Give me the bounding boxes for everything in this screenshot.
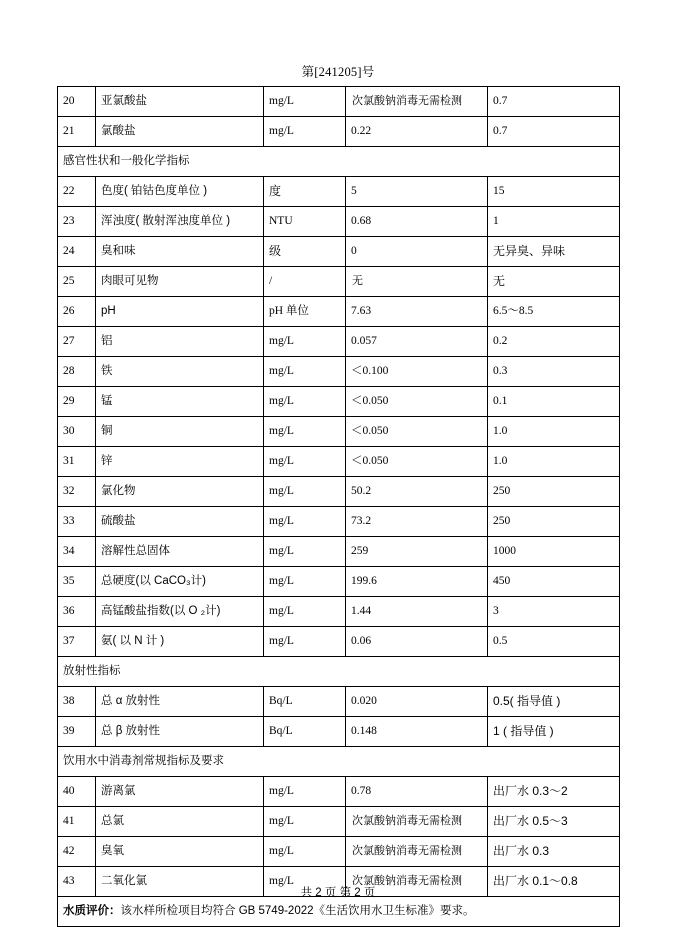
table-body [58, 87, 620, 927]
row-result: ＜0.050 [346, 447, 488, 477]
row-number: 23 [58, 207, 96, 237]
row-unit: mg/L [264, 87, 346, 117]
row-number: 28 [58, 357, 96, 387]
row-limit: 出厂水 0.3～2 [488, 777, 620, 807]
row-item-name: 硫酸盐 [96, 507, 264, 537]
row-number: 25 [58, 267, 96, 297]
table-row [58, 267, 620, 297]
row-item-name: 锰 [96, 387, 264, 417]
table-row [58, 327, 620, 357]
row-limit: 无异臭、异味 [488, 237, 620, 267]
row-unit: Bq/L [264, 717, 346, 747]
table-section-row [58, 747, 620, 777]
row-limit: 出厂水 0.5～3 [488, 807, 620, 837]
row-item-name: 浑浊度( 散射浑浊度单位 ) [96, 207, 264, 237]
section-title: 放射性指标 [58, 657, 620, 687]
row-number: 24 [58, 237, 96, 267]
row-limit: 1.0 [488, 447, 620, 477]
row-item-name: 铜 [96, 417, 264, 447]
row-unit: mg/L [264, 537, 346, 567]
row-result: 无 [346, 267, 488, 297]
water-quality-table-wrapper [57, 86, 619, 927]
summary-text: 该水样所检项目均符合 GB 5749-2022《生活饮用水卫生标准》要求。 [120, 904, 475, 917]
table-summary-row [58, 897, 620, 927]
row-limit: 1000 [488, 537, 620, 567]
row-unit: mg/L [264, 777, 346, 807]
row-unit: / [264, 267, 346, 297]
row-number: 32 [58, 477, 96, 507]
table-row [58, 417, 620, 447]
row-limit: 3 [488, 597, 620, 627]
row-limit: 1 [488, 207, 620, 237]
row-result: ＜0.050 [346, 387, 488, 417]
row-result: 0.22 [346, 117, 488, 147]
table-row [58, 447, 620, 477]
row-item-name: 高锰酸盐指数(以 O ₂计) [96, 597, 264, 627]
row-limit: 无 [488, 267, 620, 297]
row-number: 30 [58, 417, 96, 447]
row-result: 0.78 [346, 777, 488, 807]
row-number: 20 [58, 87, 96, 117]
row-limit: 450 [488, 567, 620, 597]
row-unit: mg/L [264, 867, 346, 897]
row-result: 0.057 [346, 327, 488, 357]
row-limit: 6.5～8.5 [488, 297, 620, 327]
row-item-name: 臭氧 [96, 837, 264, 867]
row-unit: mg/L [264, 597, 346, 627]
section-title: 感官性状和一般化学指标 [58, 147, 620, 177]
row-unit: 度 [264, 177, 346, 207]
row-number: 42 [58, 837, 96, 867]
table-row [58, 357, 620, 387]
row-item-name: 亚氯酸盐 [96, 87, 264, 117]
summary-cell [58, 897, 620, 927]
row-item-name: 二氧化氯 [96, 867, 264, 897]
row-result: 0.148 [346, 717, 488, 747]
document-number: 第[241205]号 [301, 65, 375, 79]
table-row [58, 87, 620, 117]
row-limit: 0.1 [488, 387, 620, 417]
row-item-name: 总 β 放射性 [96, 717, 264, 747]
table-row [58, 207, 620, 237]
table-row [58, 237, 620, 267]
row-number: 31 [58, 447, 96, 477]
row-result: 0.06 [346, 627, 488, 657]
row-result: 次氯酸钠消毒无需检测 [346, 837, 488, 867]
row-result: 199.6 [346, 567, 488, 597]
row-result: ＜0.100 [346, 357, 488, 387]
row-unit: mg/L [264, 447, 346, 477]
row-unit: mg/L [264, 807, 346, 837]
row-limit: 15 [488, 177, 620, 207]
row-unit: mg/L [264, 477, 346, 507]
row-item-name: 臭和味 [96, 237, 264, 267]
row-result: 73.2 [346, 507, 488, 537]
row-unit: mg/L [264, 567, 346, 597]
row-number: 29 [58, 387, 96, 417]
row-unit: mg/L [264, 417, 346, 447]
row-item-name: 溶解性总固体 [96, 537, 264, 567]
row-limit: 0.3 [488, 357, 620, 387]
table-row [58, 537, 620, 567]
row-unit: mg/L [264, 507, 346, 537]
row-result: ＜0.050 [346, 417, 488, 447]
row-item-name: 总 α 放射性 [96, 687, 264, 717]
row-number: 36 [58, 597, 96, 627]
table-row [58, 807, 620, 837]
row-number: 35 [58, 567, 96, 597]
row-unit: pH 单位 [264, 297, 346, 327]
row-limit: 0.5 [488, 627, 620, 657]
row-unit: mg/L [264, 627, 346, 657]
row-limit: 出厂水 0.3 [488, 837, 620, 867]
row-result: 1.44 [346, 597, 488, 627]
water-quality-table [57, 86, 620, 927]
table-row [58, 297, 620, 327]
row-unit: mg/L [264, 357, 346, 387]
row-result: 次氯酸钠消毒无需检测 [346, 87, 488, 117]
row-number: 21 [58, 117, 96, 147]
row-result: 259 [346, 537, 488, 567]
row-result: 0.020 [346, 687, 488, 717]
row-number: 26 [58, 297, 96, 327]
row-limit: 出厂水 0.1～0.8 [488, 867, 620, 897]
row-number: 40 [58, 777, 96, 807]
table-row [58, 177, 620, 207]
table-row [58, 567, 620, 597]
row-result: 50.2 [346, 477, 488, 507]
summary-label: 水质评价： [63, 904, 121, 917]
row-item-name: pH [96, 297, 264, 327]
table-row [58, 837, 620, 867]
row-result: 7.63 [346, 297, 488, 327]
row-number: 34 [58, 537, 96, 567]
row-limit: 0.5( 指导值 ) [488, 687, 620, 717]
table-row [58, 717, 620, 747]
page-footer: 共 2 页 第 2 页 [300, 887, 376, 899]
table-row [58, 477, 620, 507]
table-row [58, 627, 620, 657]
row-unit: NTU [264, 207, 346, 237]
row-number: 22 [58, 177, 96, 207]
table-row [58, 777, 620, 807]
row-unit: mg/L [264, 387, 346, 417]
row-result: 次氯酸钠消毒无需检测 [346, 807, 488, 837]
row-item-name: 铝 [96, 327, 264, 357]
row-item-name: 游离氯 [96, 777, 264, 807]
row-result: 0 [346, 237, 488, 267]
table-row [58, 117, 620, 147]
table-section-row [58, 147, 620, 177]
row-item-name: 总氯 [96, 807, 264, 837]
section-title: 饮用水中消毒剂常规指标及要求 [58, 747, 620, 777]
row-number: 41 [58, 807, 96, 837]
row-number: 39 [58, 717, 96, 747]
table-row [58, 687, 620, 717]
row-number: 27 [58, 327, 96, 357]
row-limit: 250 [488, 477, 620, 507]
row-unit: mg/L [264, 327, 346, 357]
row-item-name: 铁 [96, 357, 264, 387]
row-unit: mg/L [264, 117, 346, 147]
row-number: 38 [58, 687, 96, 717]
table-row [58, 597, 620, 627]
row-unit: 级 [264, 237, 346, 267]
row-item-name: 色度( 铂钴色度单位 ) [96, 177, 264, 207]
row-unit: Bq/L [264, 687, 346, 717]
row-item-name: 氨( 以 N 计 ) [96, 627, 264, 657]
row-result: 次氯酸钠消毒无需检测 [346, 867, 488, 897]
row-number: 37 [58, 627, 96, 657]
row-number: 33 [58, 507, 96, 537]
row-limit: 0.7 [488, 87, 620, 117]
table-row [58, 387, 620, 417]
row-limit: 1 ( 指导值 ) [488, 717, 620, 747]
row-limit: 250 [488, 507, 620, 537]
row-unit: mg/L [264, 837, 346, 867]
row-limit: 0.7 [488, 117, 620, 147]
row-item-name: 氯酸盐 [96, 117, 264, 147]
row-item-name: 锌 [96, 447, 264, 477]
row-item-name: 氯化物 [96, 477, 264, 507]
row-limit: 1.0 [488, 417, 620, 447]
row-result: 5 [346, 177, 488, 207]
row-item-name: 肉眼可见物 [96, 267, 264, 297]
table-row [58, 507, 620, 537]
table-section-row [58, 657, 620, 687]
row-limit: 0.2 [488, 327, 620, 357]
row-number: 43 [58, 867, 96, 897]
row-result: 0.68 [346, 207, 488, 237]
row-item-name: 总硬度(以 CaCO₃计) [96, 567, 264, 597]
